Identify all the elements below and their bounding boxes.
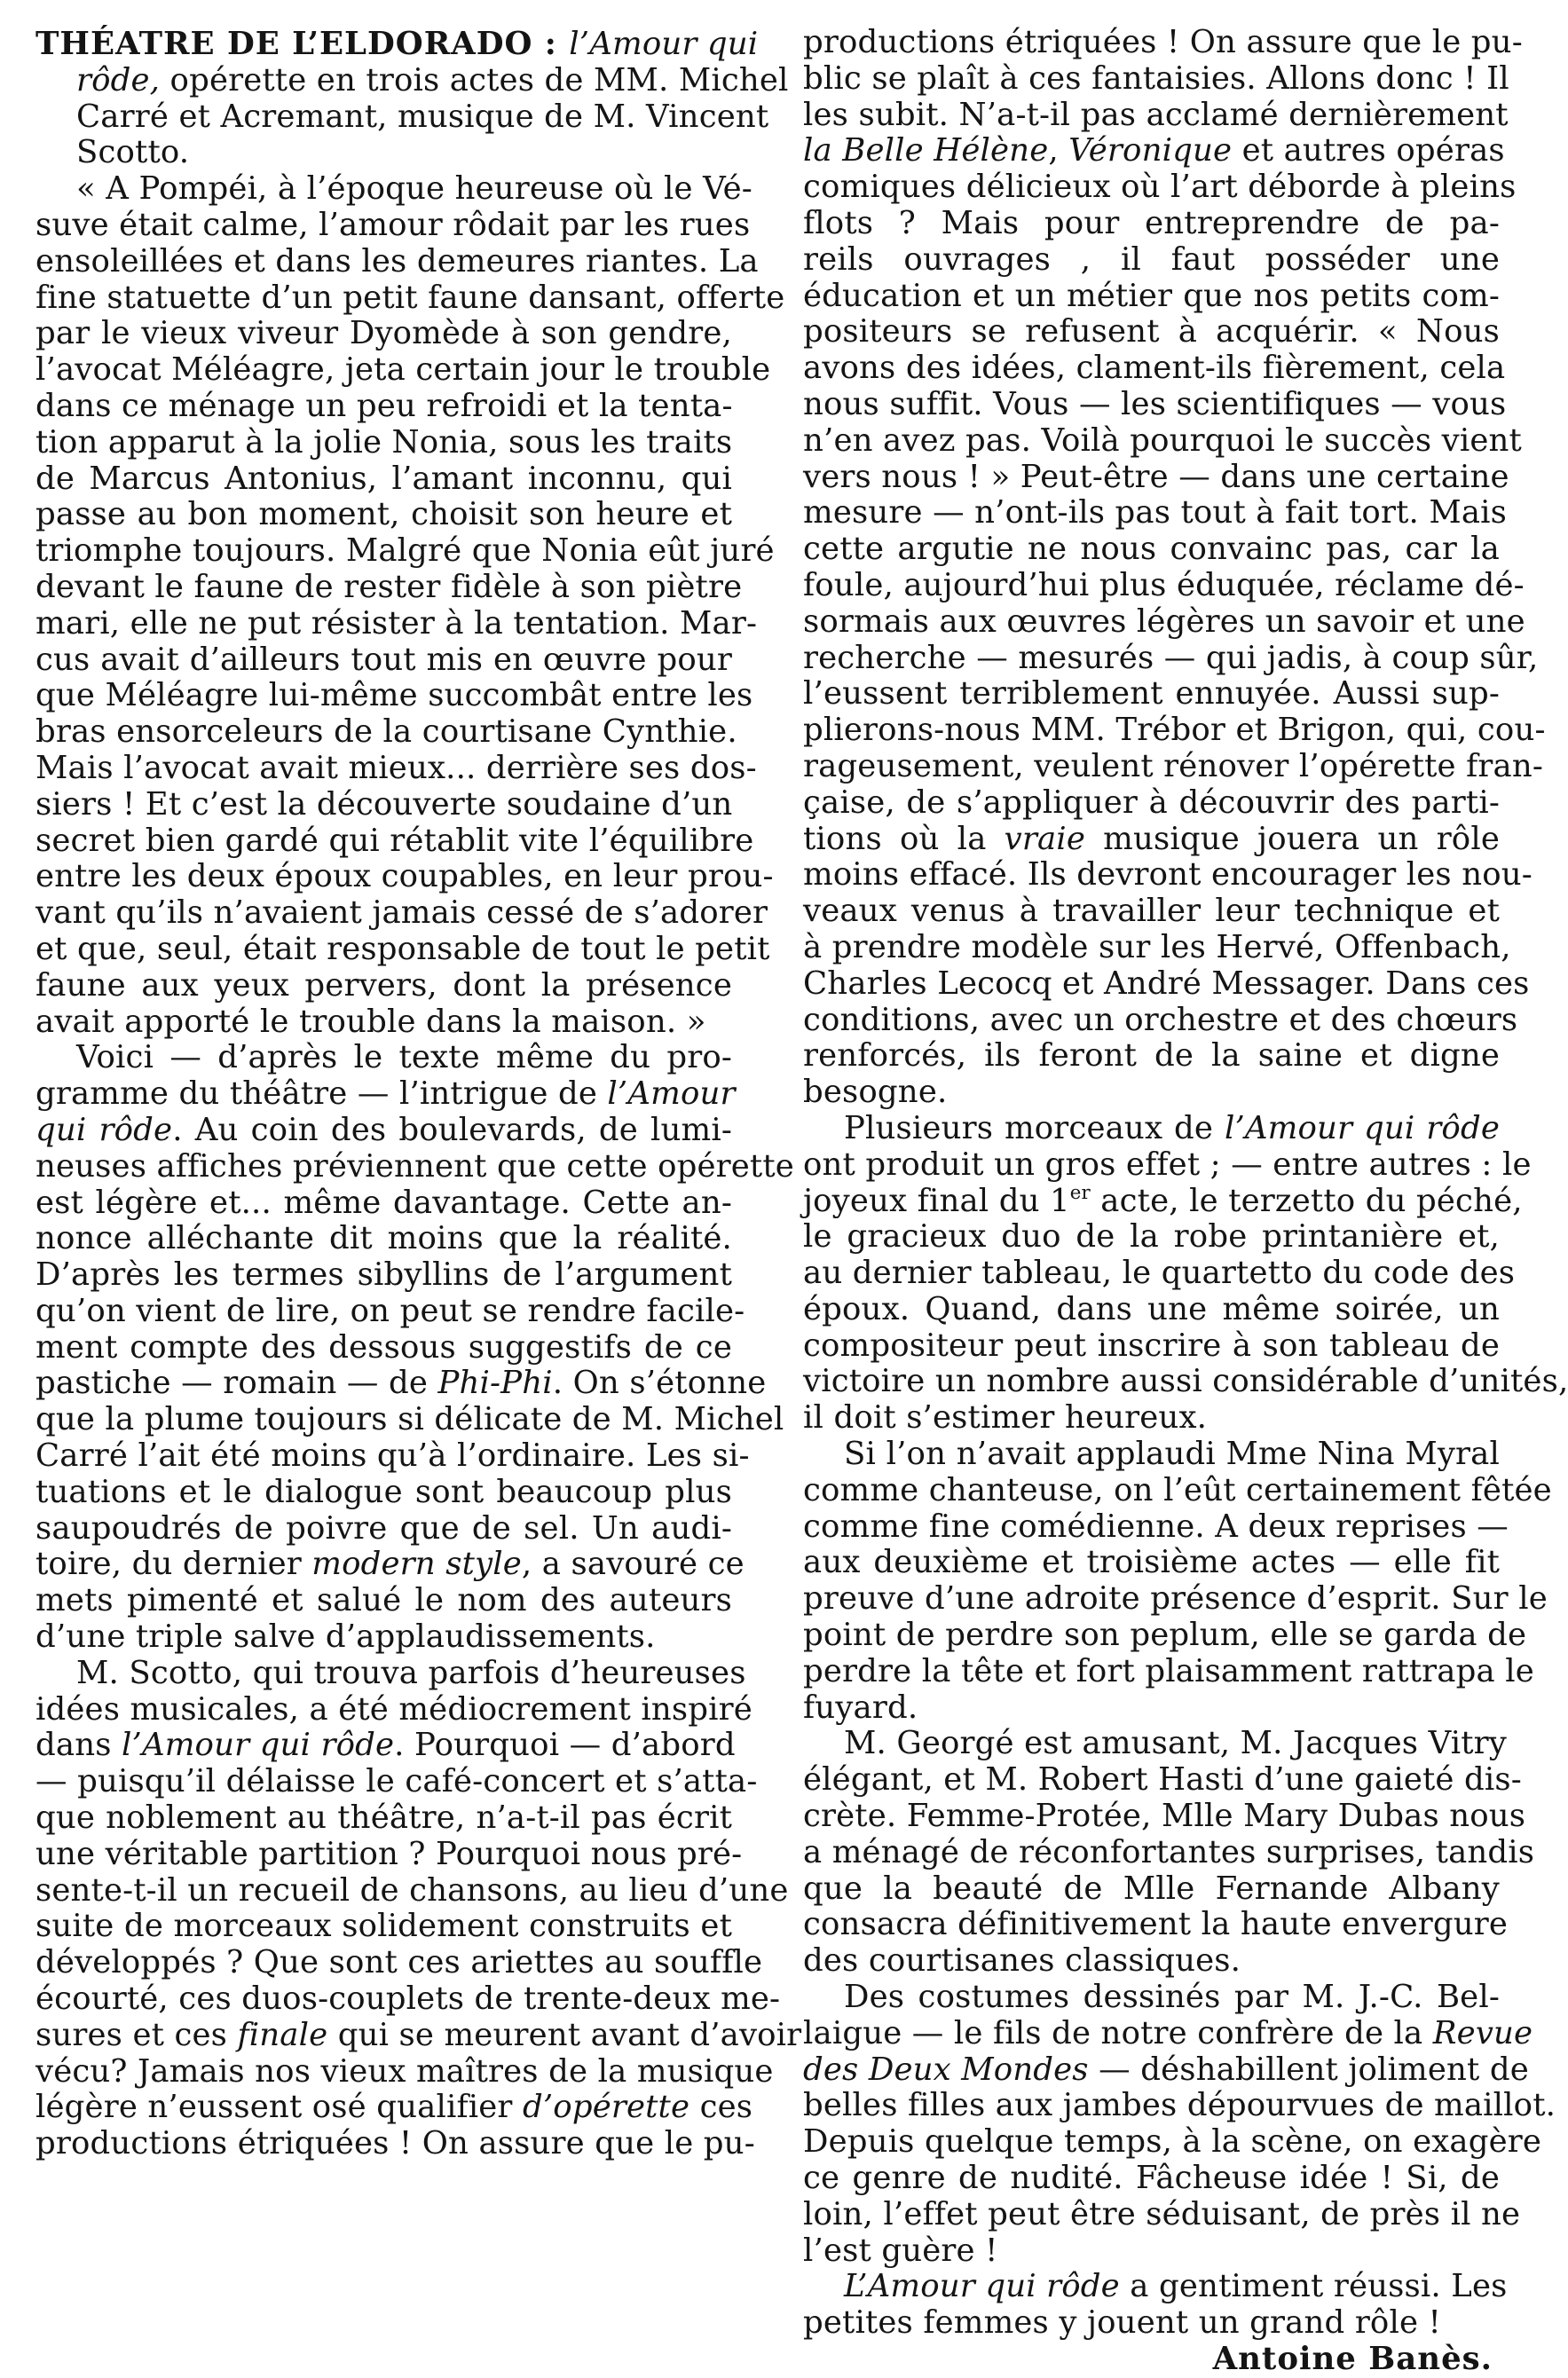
text-run: Voici — d’après le texte même du pro- — [76, 1039, 732, 1076]
right_column-text-line — [803, 2123, 1542, 2161]
text-run: dans — [35, 1727, 122, 1764]
right_column-text-line — [803, 2195, 1521, 2233]
text-run: reils ouvrages , il faut posséder une — [803, 240, 1500, 278]
left_column-text-line — [35, 26, 759, 63]
right_column-text-line — [803, 822, 1500, 858]
left_column-text-line — [35, 1654, 746, 1692]
text-run: point de perdre son peplum, elle se garda de — [803, 1617, 1527, 1654]
left_column-text-line — [35, 1546, 745, 1583]
text-run: vécu? Jamais nos vieux maîtres de la musique — [35, 2052, 774, 2090]
left_column-text-line — [35, 206, 751, 244]
right_column-text-line — [803, 1146, 1532, 1184]
italic-text: rôde, — [76, 61, 170, 98]
right_column-text-line — [803, 1292, 1500, 1328]
left_column-text-line — [35, 1980, 781, 2018]
right_column-text-line — [803, 1437, 1500, 1473]
right_column-text-line — [803, 279, 1500, 315]
text-run: siers ! Et c’est la découverte soudaine d’un — [35, 785, 733, 823]
text-run: comiques délicieux où l’art déborde à pleins — [803, 169, 1517, 206]
left_column-text-line — [35, 822, 754, 860]
right_column-text-line — [803, 1038, 1500, 1075]
text-run: par le vieux viveur Dyomède à son gendre, — [35, 315, 732, 352]
left_column-text-line — [35, 316, 732, 352]
right_column-text-line — [803, 1545, 1500, 1581]
text-run: Carré l’ait été moins qu’à l’ordinaire. Les si- — [35, 1437, 750, 1475]
left_column-text-line — [35, 1004, 732, 1041]
right_column-text-line — [803, 1328, 1500, 1365]
text-run: veaux venus à travailler leur technique et — [803, 893, 1500, 930]
italic-text: l’Amour qui — [569, 26, 759, 62]
text-run: Charles Lecocq et André Messager. Dans ces — [803, 965, 1530, 1002]
left_column-text-line — [35, 1437, 750, 1475]
right_column-text-line — [803, 1761, 1522, 1799]
text-run: mets pimenté et salué le nom des auteurs — [35, 1582, 732, 1619]
text-run: petites femmes y jouent un grand rôle ! — [803, 2304, 1441, 2342]
text-run: victoire un nombre aussi considérable d’unités, — [803, 1363, 1568, 1400]
italic-text: l’Amour qui rôde — [1224, 1109, 1500, 1146]
right_column-text-line — [803, 132, 1505, 169]
text-run: fuyard. — [803, 1689, 918, 1726]
right_column-text-line — [803, 350, 1506, 387]
italic-text: L’Amour qui rôde — [844, 2268, 1120, 2305]
text-run: tion apparut à la jolie Nonia, sous les traits — [35, 423, 733, 461]
text-run: Plusieurs morceaux de — [844, 1109, 1225, 1146]
left_column-text-line — [35, 1909, 732, 1945]
left_column-text-line — [35, 1147, 794, 1185]
text-run: ce genre de nudité. Fâcheuse idée ! Si, de — [803, 2160, 1500, 2197]
right_column-text-line — [803, 1001, 1518, 1039]
left_column-text-line — [35, 425, 732, 461]
left_column-text-line — [35, 1835, 743, 1873]
text-run: cus avait d’ailleurs tout mis en œuvre pour — [35, 641, 732, 678]
right_column-text-line — [803, 494, 1508, 532]
right_column-text-line — [803, 928, 1511, 966]
text-run: comme fine comédienne. A deux reprises — — [803, 1508, 1509, 1545]
text-run: besogne. — [803, 1074, 948, 1111]
text-run: mari, elle ne put résister à la tentation. Mar- — [35, 604, 758, 642]
text-run: tions où la — [803, 820, 1005, 857]
right_column-text-line — [803, 1181, 1523, 1220]
text-run: de Marcus Antonius, l’amant inconnu, qui — [35, 460, 732, 497]
left_column-text-line — [35, 2089, 753, 2126]
text-run: secret bien gardé qui rétablit vite l’équilibre — [35, 822, 754, 859]
right_column-text-line — [803, 385, 1507, 423]
text-run: loin, l’effet peut être séduisant, de près il ne — [803, 2195, 1521, 2232]
text-run: tuations et le dialogue sont beaucoup plus — [35, 1473, 732, 1510]
text-run: . Pourquoi — d’abord — [394, 1727, 736, 1764]
left_column-text-line — [35, 713, 737, 751]
left_column-text-line — [35, 1113, 732, 1149]
right_column-text-line — [803, 747, 1543, 785]
text-run: Scotto. — [76, 134, 190, 171]
left_column-text-line — [35, 787, 732, 823]
right_column-text-line — [803, 1871, 1500, 1908]
left_column-text-line — [35, 930, 770, 968]
text-run: perdre la tête et fort plaisamment rattrapa le — [803, 1652, 1534, 1689]
text-run: au dernier tableau, le quartetto du code des — [803, 1255, 1516, 1292]
left_column-text-line — [35, 61, 789, 99]
left_column-text-line — [35, 1727, 736, 1764]
right_column-text-line — [803, 242, 1500, 279]
text-run: idées musicales, a été médiocrement inspiré — [35, 1690, 752, 1728]
text-run: développés ? Que sont ces ariettes au souffle — [35, 1944, 763, 1981]
right_column-text-line — [803, 1471, 1552, 1509]
right_column-text-line — [803, 639, 1539, 677]
text-run: opérette en trois actes de MM. Michel — [169, 61, 789, 98]
text-run: sures et ces — [35, 2016, 238, 2053]
right_column-text-line — [803, 169, 1517, 206]
right_column-text-line — [803, 2161, 1500, 2197]
text-run: élégant, et M. Robert Hasti d’une gaieté dis- — [803, 1761, 1522, 1799]
right_column-text-line — [803, 1617, 1527, 1654]
text-run: gramme du théâtre — l’intrigue de — [35, 1075, 608, 1113]
left_column-text-line — [35, 1619, 732, 1656]
right_column-text-line — [803, 1652, 1534, 1690]
left_column-text-line — [35, 351, 771, 389]
text-run: à prendre modèle sur les Hervé, Offenbach, — [803, 928, 1511, 965]
text-run: et autres opéras — [1232, 132, 1505, 169]
text-run: l’avocat Méléagre, jeta certain jour le trouble — [35, 351, 771, 389]
text-run: crète. Femme-Protée, Mlle Mary Dubas nous — [803, 1798, 1526, 1835]
text-run: Carré et Acremant, musique de M. Vincent — [76, 98, 769, 135]
right_column-text-line — [803, 1833, 1535, 1871]
left_column-text-line — [35, 242, 759, 280]
left_column-text-line — [35, 279, 785, 317]
text-run: D’après les termes sibyllins de l’argument — [35, 1256, 732, 1294]
right_column-text-line — [803, 2014, 1533, 2052]
right_column-text-line — [803, 2233, 1500, 2270]
text-run: entre les deux époux coupables, en leur prou- — [35, 858, 774, 895]
left_column-text-line — [35, 1944, 763, 1981]
text-run: positeurs se refusent à acquérir. « Nous — [803, 313, 1500, 350]
right_column-text-line — [803, 566, 1525, 604]
left_column-text-line — [35, 894, 768, 932]
text-run: sormais aux œuvres légères un savoir et une — [803, 602, 1525, 640]
text-run: , a savouré ce — [521, 1546, 745, 1583]
left_column-text-line — [35, 1763, 758, 1800]
right_column-text-line — [803, 1111, 1500, 1147]
right_column-text-line — [803, 2268, 1508, 2305]
text-run: Des costumes dessinés par M. J.-C. Bel- — [844, 1979, 1500, 2016]
left_column-text-line — [35, 2052, 774, 2091]
right_column-text-line — [803, 785, 1500, 822]
text-run: a gentiment réussi. Les — [1119, 2268, 1508, 2305]
text-run: écourté, ces duos-couplets de trente-deux me- — [35, 1980, 781, 2018]
text-run: cette argutie ne nous convainc pas, car la — [803, 531, 1500, 568]
text-run: toire, du dernier — [35, 1546, 312, 1583]
text-run: renforcés, ils feront de la saine et digne — [803, 1037, 1500, 1075]
text-run: conditions, avec un orchestre et des chœurs — [803, 1001, 1518, 1038]
right_column-text-line — [803, 421, 1522, 460]
right_column-text-line — [803, 1725, 1507, 1762]
text-run: l’est guère ! — [803, 2232, 998, 2269]
text-run: blic se plaît à ces fantaisies. Allons donc ! Il — [803, 59, 1509, 97]
left_column-text-line — [35, 1690, 752, 1728]
text-run: avons des idées, clament-ils fièrement, cela — [803, 350, 1506, 387]
left_column-text-line — [35, 98, 769, 136]
left_column-text-line — [35, 1800, 732, 1837]
text-run: qu’on vient de lire, on peut se rendre facile- — [35, 1292, 745, 1329]
right-column — [803, 24, 1568, 2378]
text-run: que noblement au théâtre, n’a-t-il pas écrit — [35, 1799, 732, 1837]
section-heading: THÉATRE DE L’ELDORADO : — [35, 26, 570, 62]
text-run: — déshabillent joliment de — [1088, 2051, 1529, 2088]
text-run: d’une triple salve d’applaudissements. — [35, 1618, 656, 1656]
text-run: suite de morceaux solidement construits et — [35, 1908, 732, 1945]
text-run: moins effacé. Ils devront encourager les nou- — [803, 856, 1533, 894]
right_column-text-line — [803, 96, 1509, 134]
text-run: sente-t-il un recueil de chansons, au lieu d’une — [35, 1871, 789, 1909]
italic-text: l’Amour — [607, 1075, 736, 1113]
italic-text: vraie — [1004, 820, 1085, 857]
text-run: Depuis quelque temps, à la scène, on exagère — [803, 2123, 1542, 2161]
right_column-text-line — [803, 1943, 1500, 1980]
text-run: vant qu’ils n’avaient jamais cessé de s’adorer — [35, 894, 768, 932]
text-run: le gracieux duo de la robe printanière et, — [803, 1218, 1500, 1256]
right_column-text-line — [803, 1363, 1568, 1400]
left_column-text-line — [35, 1185, 732, 1222]
text-run: que la beauté de Mlle Fernande Albany — [803, 1870, 1500, 1907]
left_column-text-line — [35, 568, 743, 606]
left_column-text-line — [35, 1583, 732, 1619]
right_column-text-line — [803, 1580, 1548, 1618]
text-run: plierons-nous MM. Trébor et Brigon, qui, cou- — [803, 712, 1546, 749]
right_column-text-line — [803, 1980, 1500, 2016]
text-run: que la plume toujours si délicate de M. Michel — [35, 1401, 784, 1438]
left_column-text-line — [35, 2125, 755, 2162]
left_column-text-line — [35, 1257, 732, 1294]
text-run: des courtisanes classiques. — [803, 1942, 1241, 1980]
text-run: est légère et... même davantage. Cette an- — [35, 1184, 732, 1221]
text-run: — puisqu’il délaisse le café-concert et s’atta- — [35, 1763, 758, 1800]
text-run: l’eussent terriblement ennuyée. Aussi sup- — [803, 675, 1500, 713]
right_column-text-line — [803, 1255, 1516, 1292]
text-run: bras ensorceleurs de la courtisane Cynthie. — [35, 713, 737, 751]
left_column-text-line — [35, 1221, 732, 1257]
right_column-text-line — [803, 2051, 1529, 2089]
text-run: , — [1048, 132, 1069, 169]
right_column-text-line — [803, 532, 1500, 568]
text-run: productions étriquées ! On assure que le pu- — [35, 2125, 755, 2162]
left_column-text-line — [35, 968, 732, 1004]
text-run: nonce alléchante dit moins que la réalité. — [35, 1220, 732, 1257]
right_column-text-line — [803, 676, 1500, 713]
text-run: dans ce ménage un peu refroidi et la tenta- — [35, 387, 733, 424]
right_column-text-line — [803, 59, 1509, 98]
left_column-text-line — [35, 677, 753, 714]
left_column-text-line — [35, 170, 752, 208]
text-run: recherche — mesurés — qui jadis, à coup sûr, — [803, 639, 1539, 676]
left_column-text-line — [35, 1040, 732, 1076]
text-run: consacra définitivement la haute envergure — [803, 1906, 1509, 1943]
left_column-text-line — [35, 461, 732, 498]
left_column-text-line — [35, 1292, 745, 1330]
text-run: triomphe toujours. Malgré que Nonia eût juré — [35, 532, 775, 570]
right_column-text-line — [803, 314, 1500, 350]
left_column-text-line — [35, 1330, 732, 1366]
italic-text: Véronique — [1068, 132, 1233, 169]
text-run: les subit. N’a-t-il pas acclamé dernièrement — [803, 96, 1509, 133]
text-run: qui se meurent avant d’avoir — [327, 2016, 802, 2053]
text-run: laigue — le fils de notre confrère de la — [803, 2014, 1433, 2051]
text-run: ces — [689, 2089, 753, 2126]
right_column-text-line — [803, 965, 1530, 1003]
italic-text: Revue — [1432, 2014, 1533, 2051]
right_column-text-line — [803, 2087, 1556, 2124]
text-run: passe au bon moment, choisit son heure et — [35, 496, 732, 533]
left_column-text-line — [35, 389, 732, 425]
text-run: que Méléagre lui-même succombât entre les — [35, 677, 753, 714]
text-run: M. Scotto, qui trouva parfois d’heureuses — [76, 1654, 746, 1691]
right_column-text-line — [803, 894, 1500, 930]
text-run: çaise, de s’appliquer à découvrir des parti- — [803, 783, 1500, 821]
text-run: faune aux yeux pervers, dont la présence — [35, 966, 732, 1004]
text-run: comme chanteuse, on l’eût certainement fêtée — [803, 1471, 1552, 1508]
text-run: légère n’eussent osé qualifier — [35, 2089, 523, 2126]
right_column-text-line — [803, 24, 1523, 61]
right_column-text-line — [803, 1400, 1500, 1437]
text-run: M. Georgé est amusant, M. Jacques Vitry — [844, 1725, 1507, 1762]
left_column-text-line — [35, 1401, 784, 1438]
text-run: . On s’étonne — [552, 1365, 767, 1402]
italic-text: Phi-Phi — [437, 1365, 553, 1402]
text-run: neuses affiches préviennent que cette opérette — [35, 1147, 794, 1185]
text-run: mesure — n’ont-ils pas tout à fait tort. Mais — [803, 494, 1508, 532]
right_column-text-line — [803, 1798, 1526, 1835]
text-run: foule, aujourd’hui plus éduquée, réclame dé- — [803, 566, 1525, 603]
text-run: fine statuette d’un petit faune dansant, offerte — [35, 279, 785, 316]
left-column — [35, 26, 802, 2162]
text-run: « A Pompéi, à l’époque heureuse où le Vé- — [76, 170, 752, 208]
text-run: musique jouera un rôle — [1084, 820, 1500, 857]
italic-text: finale — [237, 2016, 328, 2053]
italic-text: l’Amour qui rôde — [122, 1727, 395, 1764]
left_column-text-line — [35, 1075, 736, 1113]
author-signature: Antoine Banès. — [1212, 2341, 1493, 2377]
text-run: éducation et un métier que nos petits com- — [803, 277, 1500, 314]
left_column-text-line — [35, 532, 775, 570]
text-run: ont produit un gros effet ; — entre autres : le — [803, 1146, 1532, 1183]
left_column-text-line — [35, 749, 757, 787]
right_column-text-line — [803, 1906, 1509, 1943]
text-run: preuve d’une adroite présence d’esprit. Sur le — [803, 1580, 1548, 1618]
left_column-text-line — [35, 604, 758, 642]
left_column-text-line — [35, 2016, 802, 2054]
text-run: flots ? Mais pour entreprendre de pa- — [803, 204, 1500, 241]
superscript: er — [1069, 1181, 1091, 1204]
left_column-text-line — [35, 135, 732, 171]
text-run: . Au coin des boulevards, de lumi- — [172, 1111, 732, 1148]
text-run: suve était calme, l’amour rôdait par les rues — [35, 206, 751, 243]
text-run: productions étriquées ! On assure que le pu- — [803, 24, 1523, 60]
text-run: Si l’on n’avait applaudi Mme Nina Myral — [844, 1436, 1500, 1473]
italic-text: modern style — [311, 1546, 522, 1583]
left_column-text-line — [35, 1871, 789, 1909]
right_column-text-line — [803, 458, 1509, 496]
right_column-text-line — [803, 1690, 1500, 1727]
text-run: vers nous ! » Peut-être — dans une certaine — [803, 458, 1509, 495]
right_column-text-line — [803, 1075, 1500, 1111]
text-run: belles filles aux jambes dépourvues de maillot. — [803, 2087, 1556, 2124]
text-run: avait apporté le trouble dans la maison. » — [35, 1003, 706, 1040]
right_column-text-line — [803, 712, 1546, 749]
right_column-text-line — [803, 206, 1500, 242]
right_column-text-line — [803, 2305, 1500, 2342]
text-run: n’en avez pas. Voilà pourquoi le succès vient — [803, 421, 1522, 459]
right-column-lines — [803, 24, 1568, 2342]
text-run: une véritable partition ? Pourquoi nous pré- — [35, 1835, 743, 1872]
text-run: Mais l’avocat avait mieux... derrière ses dos- — [35, 749, 757, 786]
right_column-text-line — [803, 1508, 1509, 1546]
left_column-text-line — [35, 642, 732, 679]
text-run: ment compte des dessous suggestifs de ce — [35, 1328, 732, 1366]
text-run: compositeur peut inscrire à son tableau de — [803, 1327, 1500, 1364]
text-run: joyeux final du 1 — [803, 1182, 1070, 1219]
text-run: saupoudrés de poivre que de sel. Un audi- — [35, 1509, 732, 1547]
text-run: a ménagé de réconfortantes surprises, tandis — [803, 1833, 1535, 1870]
text-run: acte, le terzetto du péché, — [1090, 1182, 1523, 1219]
text-run: devant le faune de rester fidèle à son piètre — [35, 568, 743, 605]
italic-text: des Deux Mondes — [803, 2051, 1089, 2088]
left_column-text-line — [35, 1475, 732, 1511]
text-run: il doit s’estimer heureux. — [803, 1399, 1208, 1437]
text-run: époux. Quand, dans une même soirée, un — [803, 1290, 1500, 1327]
text-run: rageusement, veulent rénover l’opérette fran- — [803, 747, 1543, 784]
italic-text: d’opérette — [523, 2089, 690, 2126]
text-run: et que, seul, était responsable de tout le petit — [35, 930, 770, 967]
italic-text: la Belle Hélène — [803, 132, 1049, 169]
left_column-text-line — [35, 1511, 732, 1547]
left_column-text-line — [35, 497, 732, 533]
right_column-text-line — [803, 856, 1533, 894]
right_column-text-line — [803, 1219, 1500, 1256]
text-run: pastiche — romain — de — [35, 1365, 438, 1402]
right_column-text-line — [803, 602, 1525, 641]
text-run: aux deuxième et troisième actes — elle fit — [803, 1544, 1500, 1581]
text-run: nous suffit. Vous — les scientifiques — vous — [803, 385, 1507, 422]
italic-text: qui rôde — [35, 1111, 173, 1148]
left_column-text-line — [35, 858, 774, 895]
left_column-text-line — [35, 1365, 767, 1402]
text-run: ensoleillées et dans les demeures riantes. La — [35, 242, 759, 280]
